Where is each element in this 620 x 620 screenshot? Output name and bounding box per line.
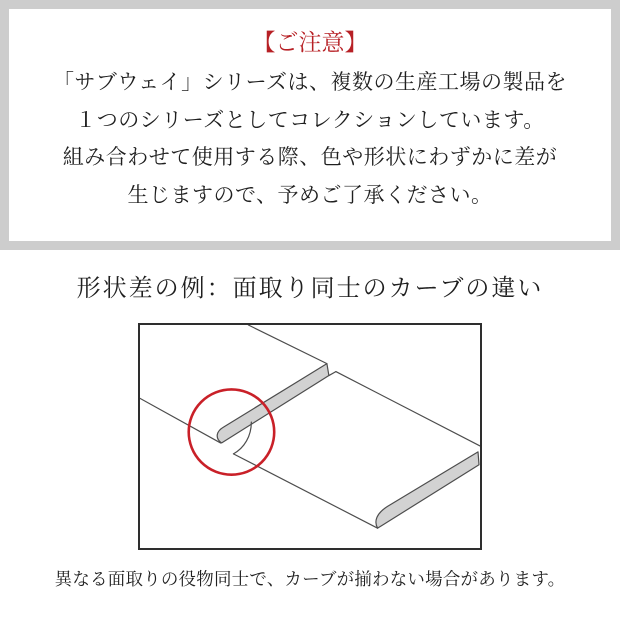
left-tile-top-edge xyxy=(248,325,327,364)
notice-line: 「サブウェイ」シリーズは、複数の生産工場の製品を xyxy=(52,70,568,95)
tile-chamfer-diagram xyxy=(138,323,482,550)
right-tile-chamfer-band xyxy=(376,452,479,528)
example-caption: 異なる面取りの役物同士で、カーブが揃わない場合があります。 xyxy=(54,570,566,590)
notice-line: 組み合わせて使用する際、色や形状にわずかに差が xyxy=(62,145,558,170)
example-heading: 形状差の例：面取り同士のカーブの違い xyxy=(76,274,544,302)
right-tile-top-edge xyxy=(336,372,480,446)
notice-line: １つのシリーズとしてコレクションしています。 xyxy=(75,107,545,132)
notice-box xyxy=(0,0,620,250)
left-tile-front-edge xyxy=(140,398,221,443)
right-tile-front-edge xyxy=(233,454,377,528)
tile-chamfer-diagram-svg xyxy=(140,325,480,548)
notice-body xyxy=(9,64,611,214)
right-tile-corner-seam xyxy=(329,372,336,376)
notice-line: 生じますので、予めご了承ください。 xyxy=(127,182,493,207)
notice-title: 【ご注意】 xyxy=(252,30,368,56)
